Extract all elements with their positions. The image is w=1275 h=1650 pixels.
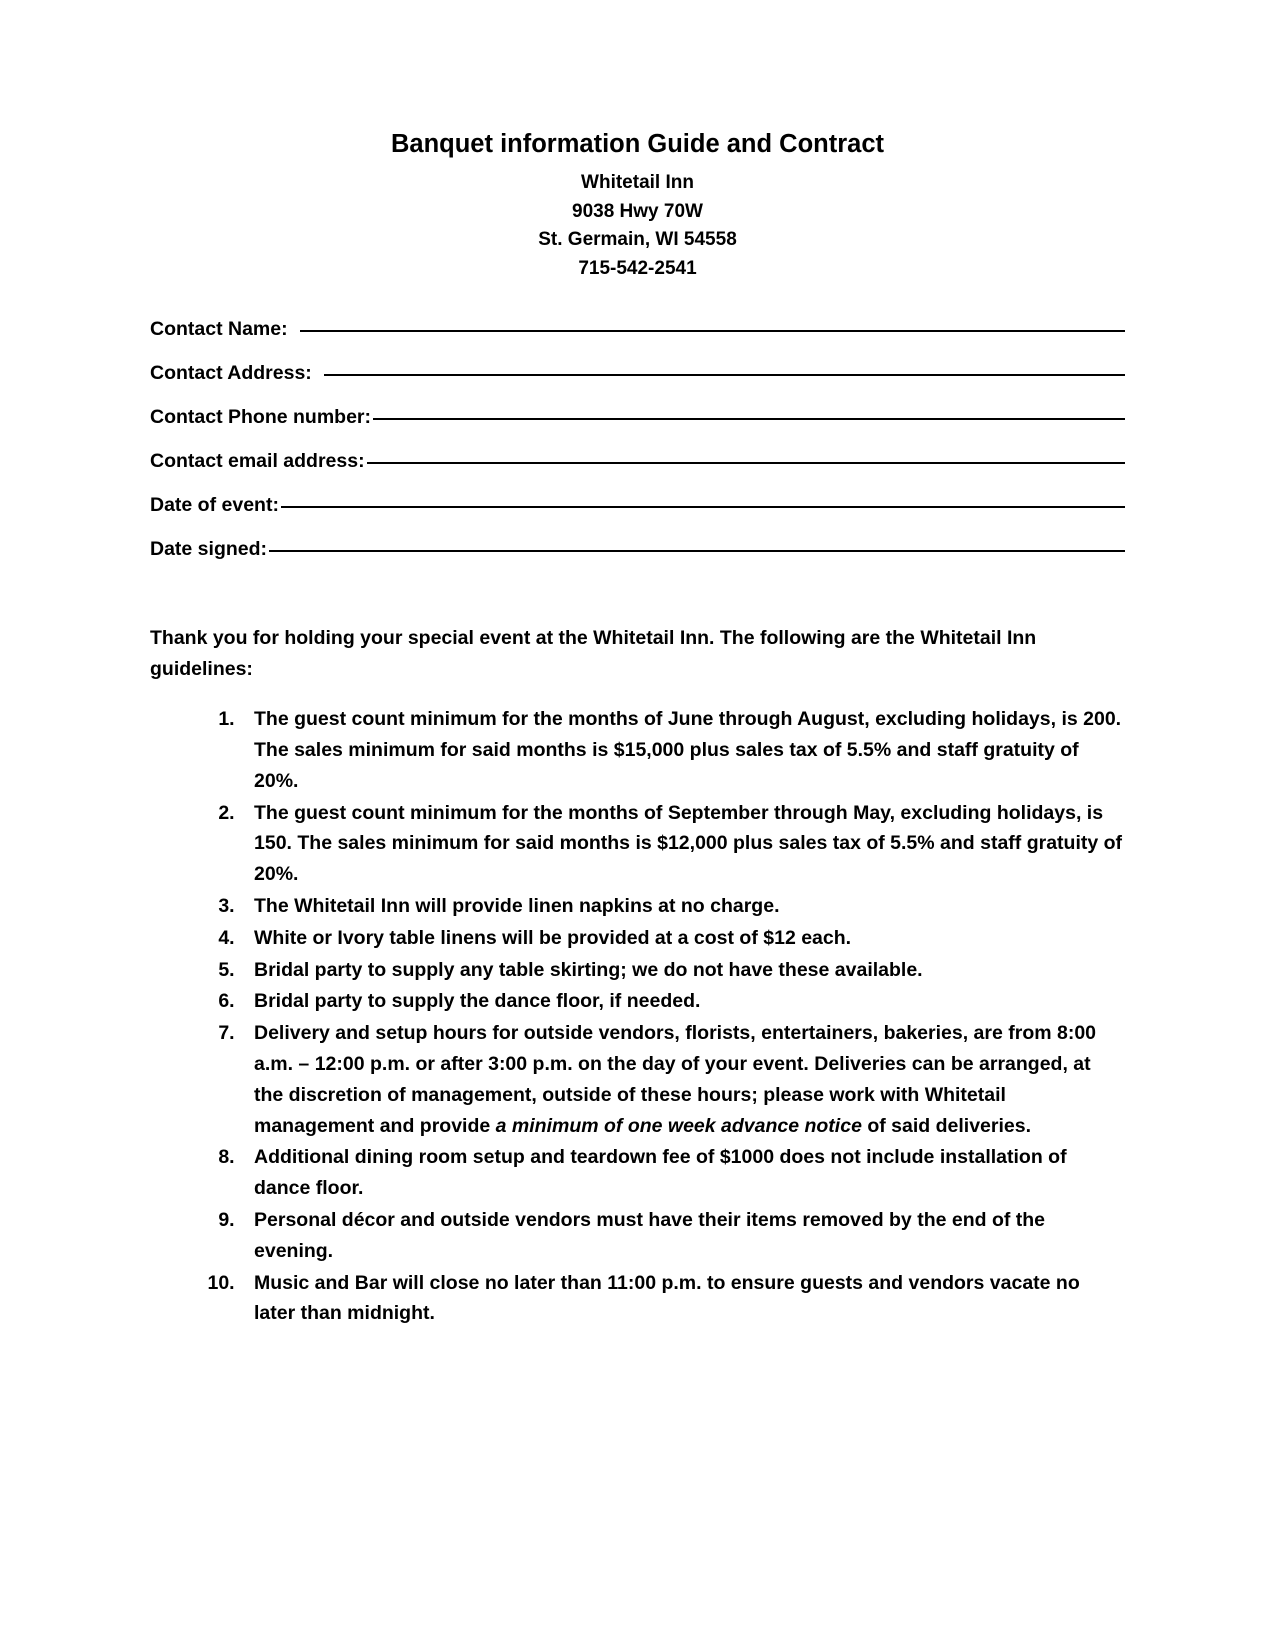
guideline-item-4: 4. White or Ivory table linens will be provided at a cost of $12 each. (240, 923, 1125, 954)
guideline-item-7 (240, 1018, 1125, 1141)
field-contact-address-label: Contact Address: (150, 362, 312, 385)
guideline-7-part2: of said deliveries. (861, 1114, 1031, 1137)
field-date-signed-input[interactable] (269, 549, 1125, 552)
field-contact-address (150, 362, 1125, 385)
business-name: Whitetail Inn (581, 171, 694, 193)
address-line-1: 9038 Hwy 70W (572, 200, 703, 222)
guideline-item-2: 2. The guest count minimum for the months of September through May, excluding holidays, is 150. The sales minimum for said months is $12,000 plus sales tax of 5.5% and staff gratuity of 20%. (240, 798, 1125, 890)
guideline-item-9: 9. Personal décor and outside vendors must have their items removed by the end of the evening. (240, 1205, 1125, 1267)
guideline-item-3: 3. The Whitetail Inn will provide linen napkins at no charge. (240, 891, 1125, 922)
field-contact-phone-input[interactable] (373, 417, 1125, 420)
guideline-item-10: 10. Music and Bar will close no later than 11:00 p.m. to ensure guests and vendors vacate no later than midnight. (240, 1268, 1125, 1330)
guideline-item-6: 6. Bridal party to supply the dance floor, if needed. (240, 986, 1125, 1017)
field-contact-name (150, 318, 1125, 341)
field-date-signed-label: Date signed: (150, 538, 268, 561)
field-contact-email-label: Contact email address: (150, 450, 365, 473)
field-date-of-event-label: Date of event: (150, 494, 279, 517)
field-date-signed (150, 538, 1125, 561)
guideline-item-1: 1. The guest count minimum for the months of June through August, excluding holidays, is 200. The sales minimum for said months is $15,000 plus sales tax of 5.5% and staff gratuity of 20%. (240, 704, 1125, 796)
field-date-of-event (150, 494, 1125, 517)
document-title: Banquet information Guide and Contract (390, 130, 884, 158)
intro-paragraph: Thank you for holding your special event at the Whitetail Inn. The following are the Whitetail Inn guidelines: (150, 627, 1037, 680)
field-contact-name-label: Contact Name: (150, 318, 288, 341)
field-date-of-event-input[interactable] (281, 505, 1125, 508)
field-contact-phone (150, 406, 1125, 429)
document-header (150, 128, 1125, 284)
guideline-7-part1: Delivery and setup hours for outside vendors, florists, entertainers, bakeries, are from 8:00 a.m. – 12:00 p.m. or after 3:00 p.m. on the day of your event. Deliveries can be arranged, at the discretion of management, outside of these hours; please work with Whitetail management and provide (254, 1022, 1097, 1137)
guideline-7-emphasis: a minimum of one week advance notice (495, 1114, 862, 1137)
phone-number: 715-542-2541 (578, 258, 697, 280)
field-contact-address-input[interactable] (324, 373, 1125, 376)
guidelines-list (150, 704, 1125, 1329)
field-contact-phone-label: Contact Phone number: (150, 406, 372, 429)
field-contact-email (150, 450, 1125, 473)
guideline-item-8: 8. Additional dining room setup and teardown fee of $1000 does not include installation of dance floor. (240, 1142, 1125, 1204)
guideline-item-5: 5. Bridal party to supply any table skirting; we do not have these available. (240, 955, 1125, 986)
field-contact-name-input[interactable] (300, 329, 1125, 332)
field-contact-email-input[interactable] (367, 461, 1125, 464)
contact-fields (150, 318, 1125, 561)
address-line-2: St. Germain, WI 54558 (538, 229, 737, 251)
